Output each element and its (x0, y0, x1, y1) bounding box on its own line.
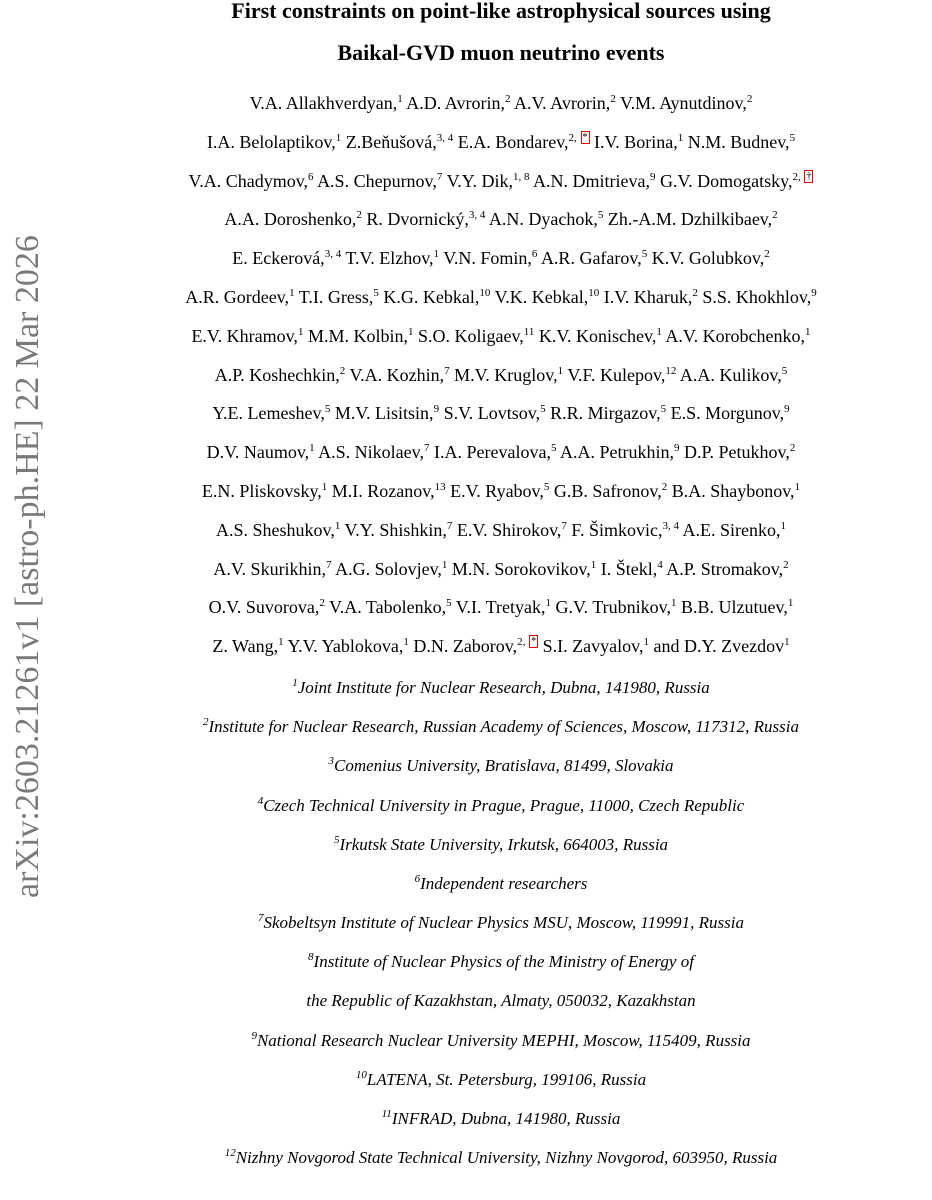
affiliation-line (70, 1060, 932, 1099)
author-line (70, 394, 932, 433)
author (383, 287, 490, 307)
author-affiliation-number: 5 (781, 364, 788, 377)
author-affiliation-number: 5 (324, 403, 331, 416)
author-name: E.A. Bondarev, (457, 131, 569, 152)
author-affiliation-number: 1 (677, 131, 684, 144)
author (345, 248, 439, 268)
author (489, 209, 603, 229)
author-name: A.P. Koshechkin, (214, 364, 340, 385)
author-name: I.V. Borina, (594, 131, 678, 152)
author-name: A.D. Avrorin, (406, 93, 505, 113)
author-affiliation-number: 9 (433, 403, 440, 416)
author (332, 481, 446, 501)
author-name: T.I. Gress, (298, 286, 374, 307)
author-name: D.V. Naumov, (206, 442, 310, 463)
author-affiliation-number: 1, 8 (512, 170, 530, 183)
title-line: First constraints on point-like astrophysical sources using (231, 0, 771, 23)
author-affiliation-number: 5 (597, 209, 604, 222)
author-affiliation-number: 2 (339, 364, 346, 377)
author-affiliation-number: 7 (444, 364, 450, 377)
author-name: K.V. Konischev, (538, 325, 657, 346)
author-name: G.V. Trubnikov, (555, 597, 672, 618)
author-affiliation-number: 13 (434, 480, 446, 493)
affiliation-line (70, 1138, 932, 1177)
author-line (70, 162, 932, 201)
author-affiliation-number: 1 (297, 325, 304, 338)
author-name: T.V. Elzhov, (345, 248, 434, 269)
author (652, 248, 770, 268)
affiliation-number: 7 (258, 912, 264, 925)
affiliation-line (70, 942, 932, 981)
author (329, 597, 452, 617)
author (671, 403, 790, 423)
author (452, 559, 596, 579)
author-affiliation-number: 2, (792, 170, 804, 183)
author-name: A.A. Doroshenko, (224, 209, 357, 230)
author (207, 442, 315, 462)
affiliation-number: 12 (224, 1147, 236, 1160)
author-affiliation-number: 1 (335, 131, 342, 144)
paper-title (70, 0, 932, 74)
author-name: E. Eckerová, (232, 248, 325, 269)
author-affiliation-number: 1 (671, 597, 677, 610)
author-affiliation-number: 1 (787, 597, 794, 610)
author-line (70, 550, 932, 589)
affiliation-line (70, 786, 932, 825)
author (571, 520, 679, 540)
author (444, 403, 546, 423)
author (567, 365, 676, 385)
author (317, 171, 442, 191)
author (514, 93, 616, 113)
author-affiliation-number: 5 (540, 403, 546, 416)
author-name: V.A. Chadymov, (188, 170, 309, 191)
author-affiliation-number: 1 (805, 325, 811, 338)
author-name: A.S. Nikolaev, (318, 442, 424, 463)
author-line (70, 356, 932, 395)
author (550, 403, 666, 423)
author-affiliation-number: 1 (433, 248, 440, 261)
paper-header (70, 0, 932, 1177)
author (594, 132, 683, 152)
author (541, 248, 647, 268)
author (185, 287, 294, 307)
author (335, 559, 447, 579)
author-name: A.P. Stromakov, (666, 558, 784, 579)
author (216, 520, 340, 540)
author-name: G.B. Safronov, (553, 480, 662, 501)
author (672, 481, 800, 501)
author-name: V.F. Kulepov, (567, 364, 666, 385)
affiliation-number: 5 (333, 833, 340, 846)
author (660, 171, 814, 191)
affiliation-line (70, 668, 932, 707)
author (684, 442, 795, 462)
author-name: K.G. Kebkal, (383, 286, 480, 307)
author (191, 326, 303, 346)
author-affiliation-number: 1 (407, 325, 414, 338)
affiliation-text: Institute of Nuclear Physics of the Ministry of Energy of (313, 952, 694, 972)
author (666, 559, 788, 579)
author-affiliation-number: 2 (692, 286, 698, 299)
author-name: I.V. Kharuk, (603, 286, 693, 307)
author-affiliation-number: 2 (610, 93, 616, 105)
affiliation-text: Joint Institute for Nuclear Research, Dubna, 141980, Russia (297, 677, 710, 697)
author-name: S.S. Khokhlov, (702, 286, 812, 307)
affiliation-text: Comenius University, Bratislava, 81499, Slovakia (334, 756, 674, 776)
author-affiliation-number: 7 (326, 558, 332, 571)
affiliation-number: 11 (381, 1108, 392, 1121)
affiliation-text: Skobeltsyn Institute of Nuclear Physics MSU, Moscow, 119991, Russia (263, 913, 744, 933)
author-name: A.R. Gafarov, (540, 248, 642, 269)
author-affiliation-number: 9 (784, 403, 790, 416)
affiliation-text: the Republic of Kazakhstan, Almaty, 050032, Kazakhstan (306, 991, 696, 1011)
author (202, 481, 327, 501)
author-name: A.N. Dyachok, (488, 209, 598, 230)
author-affiliation-number: 2 (746, 93, 753, 105)
author-name: A.G. Solovjev, (335, 558, 442, 579)
author-affiliation-number: 1 (784, 636, 790, 649)
affiliation-line (70, 825, 932, 864)
author (620, 93, 752, 113)
author (601, 559, 663, 579)
author-name: I.A. Perevalova, (434, 442, 551, 463)
affiliation-number: 2 (203, 716, 209, 729)
author (688, 132, 795, 152)
author-affiliation-number: 5 (373, 286, 379, 299)
author-affiliation-number: 2 (356, 209, 362, 222)
affiliation-line (70, 981, 932, 1020)
author-name: S.I. Zavyalov, (542, 636, 644, 657)
author (308, 326, 414, 346)
author (457, 520, 567, 540)
author (418, 326, 534, 346)
author (554, 481, 667, 501)
author-name: A.R. Gordeev, (185, 286, 290, 307)
author-name: M.I. Rozanov, (331, 480, 435, 501)
author-name: A.V. Avrorin, (513, 93, 611, 113)
affiliation-line (70, 1021, 932, 1060)
affiliation-list (70, 668, 932, 1177)
author-name: E.V. Shirokov, (456, 519, 562, 540)
author-name: D.N. Zaborov, (413, 636, 518, 657)
author-affiliation-number: 6 (531, 248, 538, 261)
arxiv-identifier: arXiv:2603.21261v1 [astro-ph.HE] 22 Mar 2026 (9, 235, 46, 898)
author (207, 132, 341, 152)
author-affiliation-number: 1 (643, 636, 649, 649)
affiliation-text: National Research Nuclear University MEPHI, Moscow, 115409, Russia (256, 1030, 751, 1050)
author-line (70, 627, 932, 666)
affiliation-number: 8 (308, 951, 314, 964)
author-name: S.O. Koligaev, (417, 325, 524, 346)
author-name: B.B. Ulzutuev, (681, 597, 788, 618)
affiliation-number: 3 (328, 755, 334, 768)
author-name: E.V. Khramov, (191, 325, 298, 346)
author-line (70, 511, 932, 550)
author-affiliation-number: 5 (543, 480, 550, 493)
author (680, 365, 787, 385)
author-name: M.N. Sorokovikov, (451, 558, 591, 579)
author-name: M.V. Kruglov, (454, 364, 558, 385)
affiliation-line (70, 707, 932, 746)
affiliation-number: 4 (257, 794, 264, 807)
author-affiliation-number: 3, 4 (324, 248, 342, 261)
author-name: I.A. Belolaptikov, (206, 131, 336, 152)
author (212, 636, 283, 656)
author-affiliation-number: 2 (504, 93, 511, 105)
author-name: A.A. Kulikov, (679, 364, 782, 385)
author-name: V.Y. Dik, (446, 170, 513, 191)
author (604, 287, 698, 307)
author (608, 209, 778, 229)
author-affiliation-number: 1 (289, 286, 295, 299)
affiliation-text: Irkutsk State University, Irkutsk, 664003, Russia (339, 834, 669, 854)
author-affiliation-number: 1 (309, 442, 315, 455)
author (189, 171, 314, 191)
affiliation-text: Institute for Nuclear Research, Russian Academy of Sciences, Moscow, 117312, Russia (208, 717, 799, 737)
affiliation-line (70, 746, 932, 785)
author-name: Y.V. Yablokova, (287, 636, 404, 657)
author-name: G.V. Domogatsky, (659, 170, 793, 191)
author-line (70, 433, 932, 472)
author-name: A.S. Sheshukov, (215, 519, 335, 540)
author-name: A.A. Petrukhin, (559, 442, 674, 463)
author (413, 636, 538, 656)
author-line (70, 123, 932, 162)
author-affiliation-number: 2 (772, 209, 778, 222)
author-name: B.A. Shaybonov, (671, 480, 795, 501)
footnote-link[interactable]: * (531, 636, 537, 648)
author-name: R.R. Mirgazov, (550, 403, 661, 424)
author (653, 636, 789, 656)
author-affiliation-number: 2 (783, 558, 789, 571)
author (458, 132, 590, 152)
author (447, 171, 530, 191)
author-affiliation-number: 1 (794, 480, 801, 493)
author-name: A.V. Skurikhin, (213, 558, 327, 579)
author (555, 597, 676, 617)
author-affiliation-number: 5 (660, 403, 667, 416)
author-name: and D.Y. Zvezdov (653, 636, 785, 657)
author-name: R. Dvornický, (366, 209, 469, 230)
footnote-link[interactable]: † (806, 170, 812, 182)
author (345, 520, 453, 540)
author-line (70, 278, 932, 317)
author-name: O.V. Suvorova, (208, 597, 320, 618)
author (215, 365, 346, 385)
author-name: K.V. Golubkov, (651, 248, 765, 269)
author-name: Zh.-A.M. Dzhilkibaev, (607, 209, 773, 230)
author (450, 481, 549, 501)
author (702, 287, 816, 307)
author-line (70, 472, 932, 511)
author (533, 171, 655, 191)
author-affiliation-number: 5 (550, 442, 557, 455)
author-affiliation-number: 5 (641, 248, 648, 261)
author (443, 248, 537, 268)
author-affiliation-number: 2 (661, 480, 668, 493)
author (366, 209, 485, 229)
author (454, 365, 563, 385)
author-name: V.K. Kebkal, (494, 286, 589, 307)
author-name: V.A. Kozhin, (349, 364, 445, 385)
author-name: A.S. Chepurnov, (317, 170, 437, 191)
author (560, 442, 680, 462)
footnote-link[interactable]: * (582, 131, 588, 143)
author-line (70, 200, 932, 239)
author-affiliation-number: 5 (789, 131, 796, 144)
author-name: M.M. Kolbin, (307, 325, 408, 346)
author-name: E.S. Morgunov, (670, 403, 785, 424)
author (299, 287, 379, 307)
author-affiliation-number: 7 (436, 170, 443, 183)
author-name: N.M. Budnev, (687, 131, 790, 152)
author (434, 442, 556, 462)
author-affiliation-number: 1 (334, 519, 341, 532)
author-line (70, 317, 932, 356)
author (335, 403, 439, 423)
author-affiliation-number: 1 (590, 558, 597, 571)
affiliation-number: 1 (292, 676, 298, 689)
author-affiliation-number: 12 (665, 364, 677, 377)
author-affiliation-number: 3, 4 (468, 209, 486, 222)
author (213, 559, 331, 579)
affiliation-line (70, 864, 932, 903)
author-affiliation-number: 1 (780, 519, 787, 532)
author (287, 636, 408, 656)
author-affiliation-number: 3, 4 (662, 519, 679, 532)
author-list (70, 84, 932, 666)
author-line (70, 84, 932, 123)
author (212, 403, 330, 423)
author-line (70, 588, 932, 627)
author-name: I. Štekl, (600, 558, 658, 579)
author (346, 132, 453, 152)
author-name: E.V. Ryabov, (450, 480, 544, 501)
author-affiliation-number: 4 (657, 558, 663, 571)
author-affiliation-number: 3, 4 (436, 131, 454, 144)
affiliation-text: Nizhny Novgorod State Technical University, Nizhny Novgorod, 603950, Russia (235, 1148, 778, 1168)
affiliation-text: Czech Technical University in Prague, Prague, 11000, Czech Republic (263, 795, 745, 815)
author (539, 326, 662, 346)
affiliation-number: 6 (414, 872, 421, 885)
author (683, 520, 787, 540)
author-name: Z. Wang, (212, 636, 279, 657)
author-affiliation-number: 10 (479, 286, 491, 299)
author-affiliation-number: 1 (403, 636, 409, 649)
author-name: S.V. Lovtsov, (443, 403, 541, 424)
author (250, 93, 403, 113)
author-name: F. Šimkovic, (571, 519, 663, 540)
author-affiliation-number: 2 (789, 442, 796, 455)
author-name: V.Y. Shishkin, (344, 519, 447, 540)
author-line (70, 239, 932, 278)
author-affiliation-number: 7 (446, 519, 453, 532)
author-name: V.A. Allakhverdyan, (249, 93, 398, 113)
author-affiliation-number: 5 (446, 597, 452, 610)
author (456, 597, 551, 617)
affiliation-number: 10 (355, 1068, 367, 1081)
author-affiliation-number: 6 (308, 170, 314, 183)
author-name: D.P. Petukhov, (683, 442, 790, 463)
author (224, 209, 362, 229)
author-affiliation-number: 2, (517, 636, 529, 649)
author (349, 365, 449, 385)
author (406, 93, 510, 113)
title-line: Baikal-GVD muon neutrino events (337, 40, 665, 65)
author-affiliation-number: 2, (568, 131, 580, 144)
author-name: E.N. Pliskovsky, (201, 480, 322, 501)
author-affiliation-number: 10 (588, 286, 600, 299)
author-affiliation-number: 1 (441, 558, 448, 571)
author-affiliation-number: 9 (811, 286, 817, 299)
author-name: A.N. Dmitrieva, (532, 170, 650, 191)
author (543, 636, 649, 656)
author (318, 442, 429, 462)
affiliation-line (70, 903, 932, 942)
author-affiliation-number: 1 (397, 93, 403, 105)
author (665, 326, 810, 346)
author (681, 597, 793, 617)
author-affiliation-number: 9 (649, 170, 656, 183)
affiliation-number: 9 (251, 1029, 257, 1042)
author-name: Y.E. Lemeshev, (212, 403, 325, 424)
author-name: V.A. Tabolenko, (329, 597, 447, 618)
affiliation-text: Independent researchers (420, 873, 588, 893)
author-affiliation-number: 7 (561, 519, 567, 532)
author-affiliation-number: 2 (764, 248, 770, 261)
author-name: V.N. Fomin, (443, 248, 532, 269)
author-name: Z.Beňušová, (345, 131, 437, 152)
author-name: A.V. Korobchenko, (665, 325, 806, 346)
author-name: A.E. Sirenko, (682, 519, 781, 540)
author-affiliation-number: 7 (424, 442, 430, 455)
author (209, 597, 325, 617)
author-affiliation-number: 1 (545, 597, 551, 610)
author (495, 287, 600, 307)
author-affiliation-number: 9 (673, 442, 680, 455)
affiliation-text: INFRAD, Dubna, 141980, Russia (391, 1109, 621, 1129)
author-affiliation-number: 1 (321, 480, 328, 493)
author-name: V.M. Aynutdinov, (620, 93, 747, 113)
author-name: M.V. Lisitsin, (334, 403, 434, 424)
author-name: V.I. Tretyak, (455, 597, 546, 618)
author-affiliation-number: 1 (656, 325, 662, 338)
affiliation-text: LATENA, St. Petersburg, 199106, Russia (366, 1069, 647, 1089)
affiliation-line (70, 1099, 932, 1138)
author-affiliation-number: 11 (523, 325, 535, 338)
author (232, 248, 341, 268)
author-affiliation-number: 1 (557, 364, 564, 377)
author-affiliation-number: 2 (319, 597, 325, 610)
author-affiliation-number: 1 (278, 636, 284, 649)
